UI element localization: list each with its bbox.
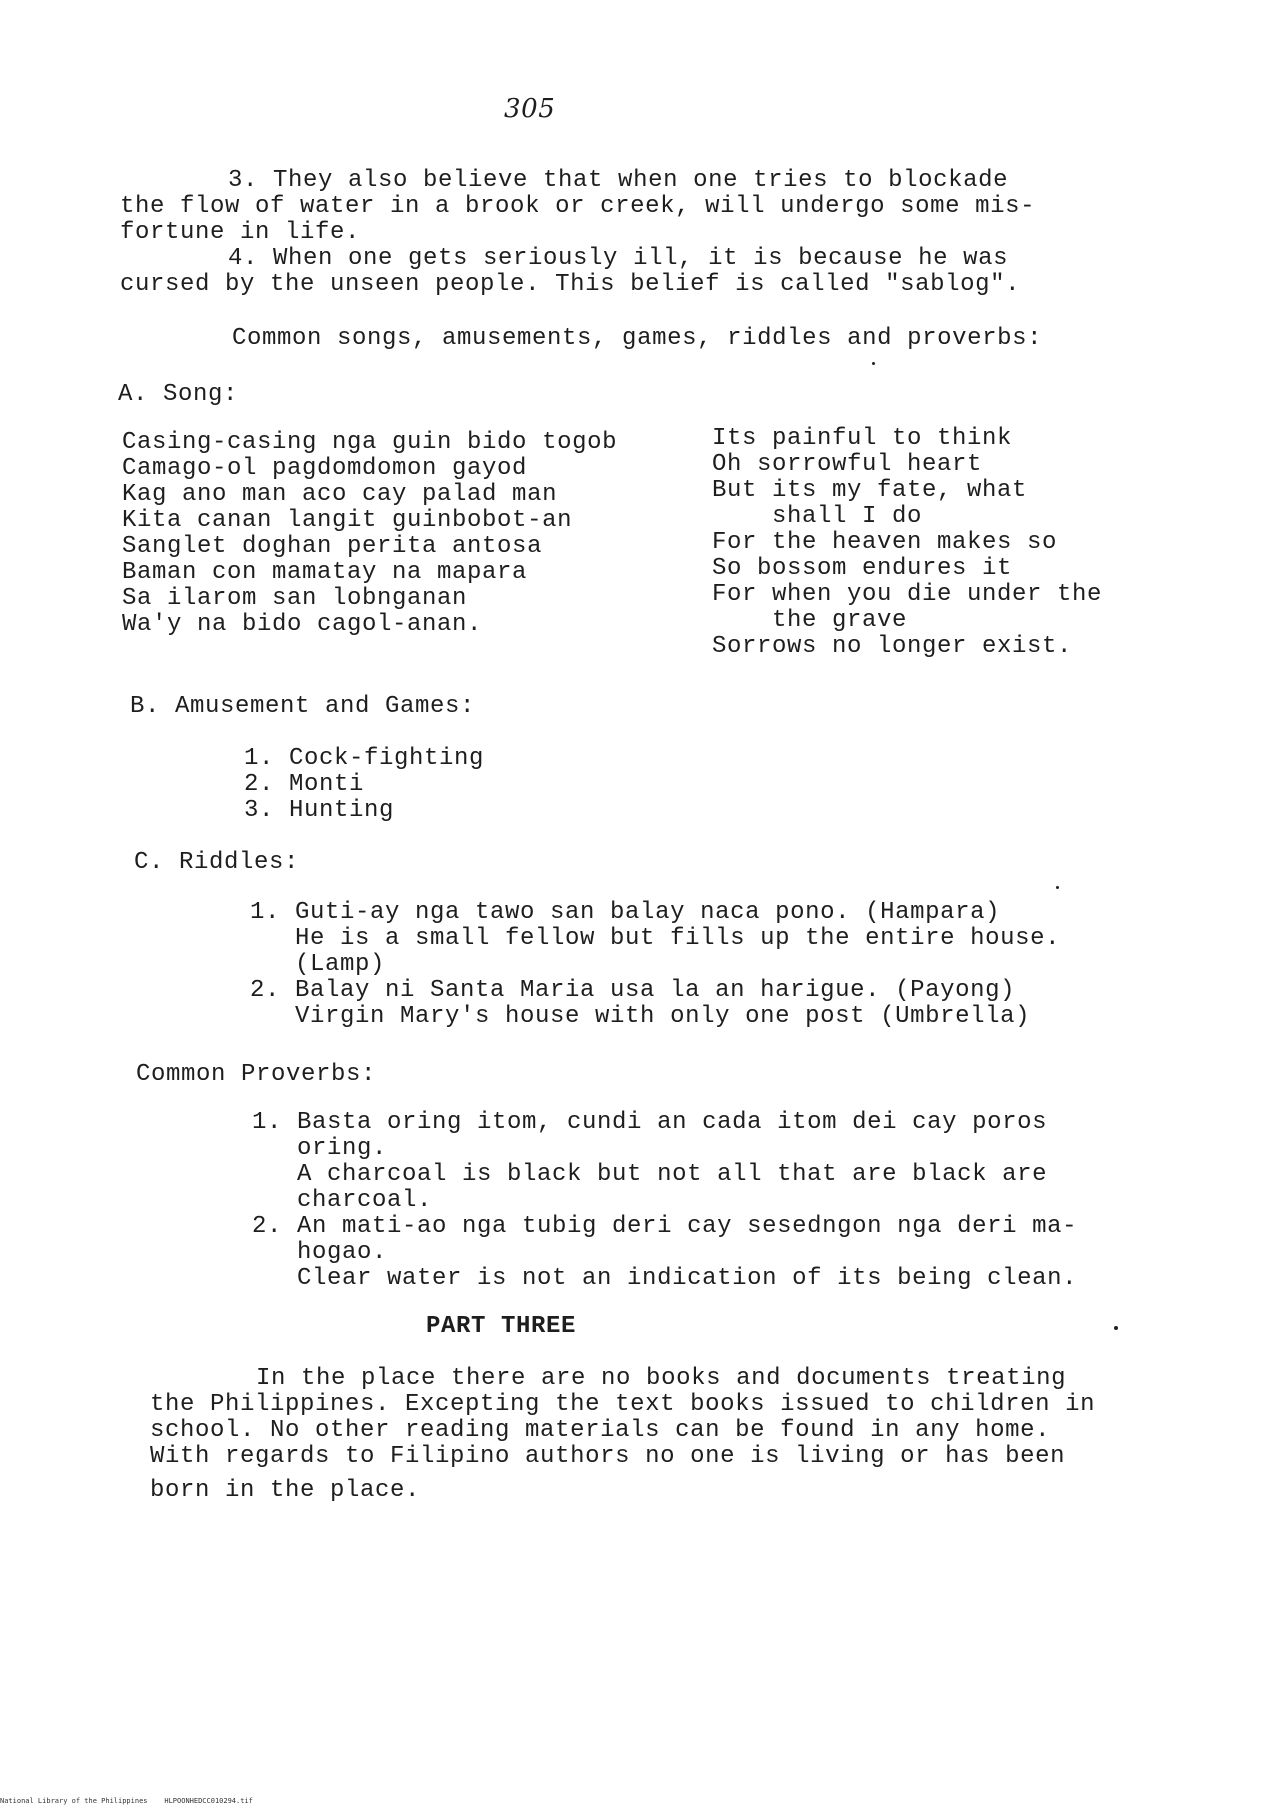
song-native-line: Sa ilarom san lobnganan: [122, 585, 468, 612]
song-english-line: For when you die under the: [712, 581, 1103, 608]
amusement-item: 2. Monti: [244, 771, 365, 798]
proverb-line: 2. An mati-ao nga tubig deri cay sesedngon nga deri ma-: [252, 1213, 1078, 1240]
song-english-line: shall I do: [712, 503, 923, 530]
amusement-item: 1. Cock-fighting: [244, 745, 485, 772]
song-native-line: Sanglet doghan perita antosa: [122, 533, 543, 560]
riddle-line: Virgin Mary's house with only one post (Umbrella): [250, 1003, 1031, 1030]
section-intro: Common songs, amusements, games, riddles and proverbs:: [232, 325, 1043, 352]
song-heading: A. Song:: [118, 381, 239, 408]
song-english-line: Oh sorrowful heart: [712, 451, 983, 478]
song-english-line: For the heaven makes so: [712, 529, 1058, 556]
scan-speck: [872, 362, 875, 365]
amusement-item: 3. Hunting: [244, 797, 395, 824]
part-three-line: the Philippines. Excepting the text books issued to children in: [150, 1391, 1096, 1418]
footer-file-id: HLPOONHEDCC010294.tif: [164, 1797, 253, 1805]
riddle-line: 2. Balay ni Santa Maria usa la an harigue. (Payong): [250, 977, 1016, 1004]
scan-footer: [0, 1797, 253, 1805]
song-native-line: Kag ano man aco cay palad man: [122, 481, 558, 508]
part-three-line: With regards to Filipino authors no one is living or has been: [150, 1443, 1066, 1470]
song-native-line: Baman con mamatay na mapara: [122, 559, 528, 586]
belief-3-line-3: fortune in life.: [120, 219, 361, 246]
song-english-line: But its my fate, what: [712, 477, 1028, 504]
song-english-line: the grave: [712, 607, 908, 634]
song-native-line: Camago-ol pagdomdomon gayod: [122, 455, 528, 482]
part-three-line: born in the place.: [150, 1477, 421, 1504]
proverb-line: charcoal.: [252, 1187, 433, 1214]
part-three-heading: PART THREE: [426, 1313, 577, 1340]
proverb-line: 1. Basta oring itom, cundi an cada itom dei cay poros: [252, 1109, 1048, 1136]
riddles-heading: C. Riddles:: [134, 849, 300, 876]
proverb-line: Clear water is not an indication of its being clean.: [252, 1265, 1078, 1292]
riddle-line: 1. Guti-ay nga tawo san balay naca pono. (Hampara): [250, 899, 1001, 926]
proverb-line: oring.: [252, 1135, 388, 1162]
scan-speck: [1114, 1326, 1118, 1330]
part-three-line: school. No other reading materials can be found in any home.: [150, 1417, 1051, 1444]
belief-3-line-1: 3. They also believe that when one tries to blockade: [228, 167, 1009, 194]
song-english-line: So bossom endures it: [712, 555, 1013, 582]
song-english-line: Sorrows no longer exist.: [712, 633, 1073, 660]
song-english-line: Its painful to think: [712, 425, 1013, 452]
proverbs-heading: Common Proverbs:: [136, 1061, 377, 1088]
scan-speck: [1056, 886, 1059, 889]
song-native-line: Casing-casing nga guin bido togob: [122, 429, 618, 456]
riddle-line: He is a small fellow but fills up the entire house.: [250, 925, 1061, 952]
page-number: 305: [504, 94, 556, 124]
proverb-line: hogao.: [252, 1239, 388, 1266]
song-native-line: Kita canan langit guinbobot-an: [122, 507, 573, 534]
footer-library: National Library of the Philippines: [0, 1797, 148, 1805]
song-native-line: Wa'y na bido cagol-anan.: [122, 611, 483, 638]
belief-3-line-2: the flow of water in a brook or creek, will undergo some mis-: [120, 193, 1036, 220]
belief-4-line-2: cursed by the unseen people. This belief is called "sablog".: [120, 271, 1021, 298]
riddle-line: (Lamp): [250, 951, 386, 978]
amusements-heading: B. Amusement and Games:: [130, 693, 476, 720]
belief-4-line-1: 4. When one gets seriously ill, it is because he was: [228, 245, 1009, 272]
part-three-line: In the place there are no books and documents treating: [256, 1365, 1067, 1392]
proverb-line: A charcoal is black but not all that are black are: [252, 1161, 1048, 1188]
